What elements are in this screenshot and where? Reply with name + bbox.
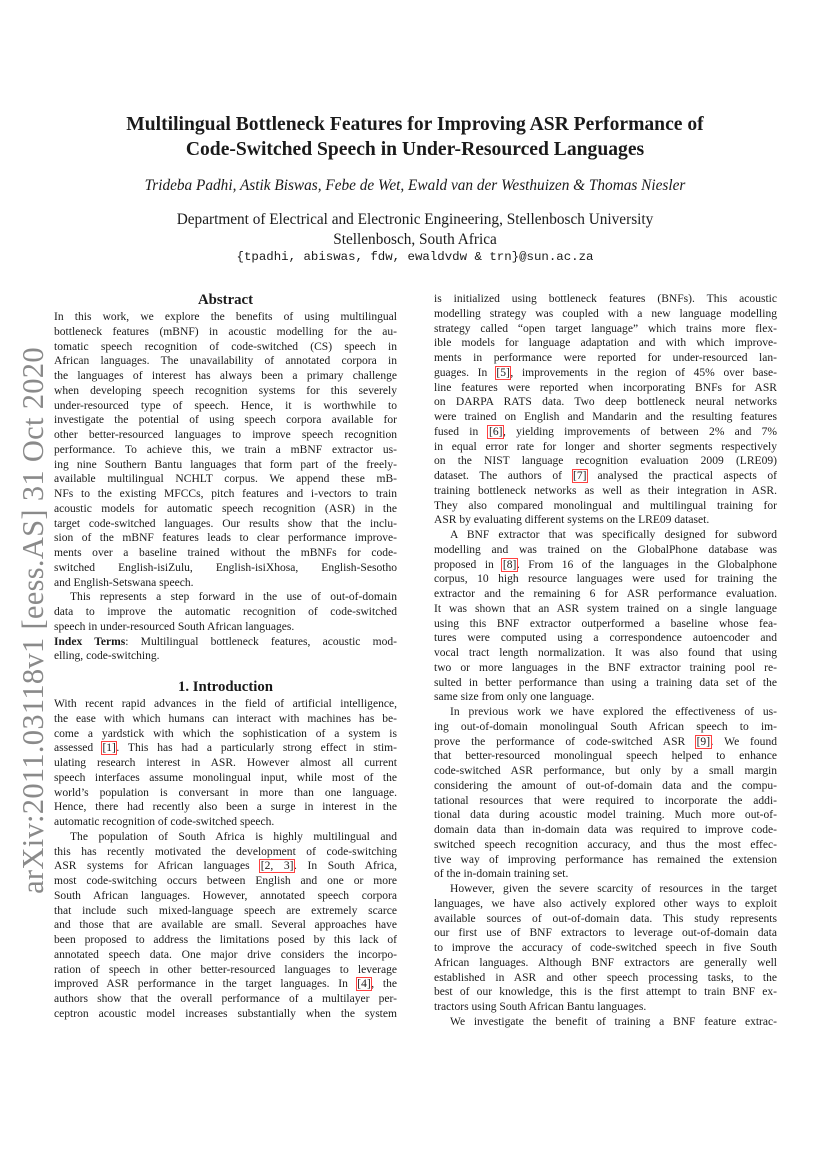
text-line [434, 469, 777, 484]
text-segment: guages. In [434, 366, 496, 379]
text-line: this has recently motivated the development of code-switching [54, 845, 397, 858]
index-terms-label: Index Terms [54, 635, 126, 648]
text-line [54, 741, 397, 756]
text-segment: ASR systems for African languages [54, 860, 261, 873]
text-line: It was shown that an ASR system trained on a single language [434, 602, 777, 615]
text-segment: , improvements in the region of 45% over base- [510, 366, 777, 379]
text-line: ulating research interest in ASR. However almost all current [54, 757, 397, 769]
citation-link[interactable]: [1] [102, 742, 116, 755]
text-line: modelling strategy was coupled with a new language modelling [434, 307, 777, 320]
text-line: In this work, we explore the benefits of using multilingual [54, 311, 397, 323]
text-segment: assessed [54, 742, 102, 755]
text-line [434, 558, 777, 573]
text-line: line features were reported when incorporating BNFs for ASR [434, 381, 777, 394]
text-line: Hence, there had recently also been a surge in interest in the [54, 801, 397, 814]
text-line: elling, code-switching. [54, 650, 160, 663]
text-line: A BNF extractor that was specifically designed for subword [450, 529, 777, 541]
text-line: available multilingual NCHLT corpus. We append these mB- [54, 473, 397, 486]
text-segment: dataset. The authors of [434, 470, 573, 482]
section-spacer [54, 664, 397, 677]
text-line: the ease with which humans can interact with machines has be- [54, 712, 397, 725]
text-segment: . We found [710, 735, 777, 748]
text-line: and those that are available are small. Several approaches have [54, 919, 397, 932]
arxiv-identifier: arXiv:2011.03118v1 [eess.AS] 31 Oct 2020 [15, 347, 50, 894]
paper-title-line-2: Code-Switched Speech in Under-Resourced Languages [185, 139, 645, 160]
text-line: languages, we have also actively explored other ways to exploit [434, 897, 777, 910]
author-list: Trideba Padhi, Astik Biswas, Febe de Wet, Ewald van der Westhuizen & Thomas Niesler [144, 177, 686, 194]
text-line: that include such mixed-language speech are extremely scarce [54, 904, 397, 917]
text-line: ments over a baseline trained without the mBNFs for code- [54, 547, 397, 559]
text-line: bottleneck features (mBNF) in acoustic modelling for the au- [54, 325, 397, 338]
text-line: ration of speech in other better-resourced languages to leverage [54, 963, 397, 976]
text-line: tive way of improving performance has remained the extension [434, 853, 777, 866]
citation-link[interactable]: [2, 3] [260, 860, 294, 873]
text-line: on DARPA RATS data. Two deep bottleneck neural networks [434, 396, 777, 409]
text-line: ceptron acoustic model increases substantially when the system [54, 1007, 397, 1020]
text-segment: analysed the practical aspects of [587, 470, 777, 482]
text-line: extractor and the remaining 6 for ASR performance evaluation. [434, 588, 777, 600]
text-line: is initialized using bottleneck features (BNFs). This acoustic [434, 293, 777, 305]
citation-link[interactable]: [5] [496, 366, 510, 379]
author-emails[interactable]: {tpadhi, abiswas, fdw, ewaldvdw & trn}@sun.ac.za [236, 250, 594, 264]
text-line: tractors using South African Bantu languages. [434, 1001, 647, 1013]
text-line: were trained on English and Mandarin and the resulting features [434, 411, 777, 423]
arxiv-identifier-stamp [13, 347, 53, 894]
text-line [54, 977, 397, 992]
text-line: available sources of out-of-domain data. This study represents [434, 912, 777, 925]
text-line: been proposed to address the limitations posed by this lack of [54, 934, 397, 946]
text-segment: . This has had a particularly strong effect in stim- [116, 742, 397, 755]
index-terms-text: : Multilingual bottleneck features, acoustic mod- [125, 635, 397, 648]
citation-link[interactable]: [6] [488, 425, 503, 438]
text-line: the languages of interest has always been a primary challenge [54, 370, 397, 382]
text-segment: prove the performance of code-switched ASR [434, 735, 697, 748]
text-segment: improved ASR performance in the target languages. In [54, 978, 357, 991]
text-line: However, given the severe scarcity of resources in the target [450, 883, 777, 895]
text-line: domain data than in-domain data was required to improve code- [434, 824, 777, 836]
citation-link[interactable]: [8] [502, 558, 517, 571]
text-line: world’s population is conversant in more than one language. [54, 786, 397, 799]
text-line: tures were computed using a correspondence autoencoder and [434, 632, 777, 645]
text-line: vocal tract length normalization. It was also found that using [434, 647, 777, 659]
text-line: switched English-isiZulu, English-isiXhosa, English-Sesotho [54, 561, 397, 574]
text-line: With recent rapid advances in the field of artificial intelligence, [54, 698, 397, 710]
text-line [434, 366, 777, 381]
text-line: that better-resourced monolingual speech helped to enhance [434, 750, 777, 763]
text-line: using this BNF extractor outperformed a baseline whose fea- [434, 617, 777, 630]
text-line: and English-Setswana speech. [54, 576, 194, 589]
text-line: data to improve the automatic recognition of code-switched [54, 606, 397, 618]
text-line: speech interfaces assume monolingual input, while most of the [54, 771, 397, 784]
text-line: best of our knowledge, this is the first attempt to train BNF ex- [434, 986, 777, 999]
text-line: In previous work we have explored the effectiveness of us- [450, 706, 777, 718]
text-line: acoustic models for automatic speech recognition (ASR) in the [54, 502, 397, 515]
text-line: code-switched ASR performance, but only by a small margin [434, 765, 777, 777]
affiliation-line-2: Stellenbosch, South Africa [333, 231, 497, 248]
text-line: performance. To achieve this, we train a mBNF extractor us- [54, 443, 397, 456]
text-line [434, 735, 777, 750]
text-line: African languages. The unavailability of annotated corpora in [54, 355, 397, 368]
text-line: tomatic speech recognition of code-switched (CS) speech in [54, 340, 397, 353]
text-segment: , the [371, 978, 397, 991]
text-line: come a yardstick with which the sophistication of a system is [54, 727, 397, 740]
text-segment: proposed in [434, 558, 503, 571]
text-line: sion of the mBNF features leads to clear performance improve- [54, 532, 397, 545]
text-line: considering the amount of out-of-domain data and the compu- [434, 779, 777, 792]
text-line: strategy called “open target language” which trains more flex- [434, 322, 777, 335]
text-line: our first use of BNF extractors to leverage out-of-domain data [434, 927, 777, 940]
text-line [54, 635, 397, 650]
text-line: to improve the accuracy of code-switched speech in five South [434, 942, 777, 954]
paper-title [85, 112, 745, 162]
text-line [434, 425, 777, 440]
citation-link[interactable]: [7] [573, 470, 587, 482]
text-line: under-resourced type of speech. Hence, it is worthwhile to [54, 399, 397, 412]
text-line: training bottleneck networks as well as their integration in ASR. [434, 484, 777, 497]
affiliation [85, 210, 745, 250]
text-line: same size from only one language. [434, 691, 595, 704]
text-line: NFs to the existing MFCCs, pitch features and i-vectors to train [54, 488, 397, 500]
text-line: South African languages. However, annotated speech corpora [54, 889, 397, 902]
right-column [434, 292, 777, 1030]
text-line: other better-resourced languages to improve speech recognition [54, 429, 397, 441]
text-line: ing nine Southern Bantu languages that form part of the freely- [54, 458, 397, 471]
text-line: modelling and was trained on the GlobalPhone database was [434, 543, 777, 556]
text-line: of the in-domain training set. [434, 868, 569, 881]
text-line: tational resources that were required to incorporate the addi- [434, 794, 777, 807]
text-line: This represents a step forward in the use of out-of-domain [70, 591, 397, 604]
text-line: authors show that the overall performance of a multilayer per- [54, 993, 397, 1005]
text-line: We investigate the benefit of training a BNF feature extrac- [450, 1015, 777, 1028]
text-line: automatic recognition of code-switched speech. [54, 816, 275, 828]
section-heading: 1. Introduction [177, 679, 274, 695]
text-line: in equal error rate for longer and shorter segments respectively [434, 440, 777, 453]
left-column [54, 290, 397, 1022]
text-segment: , yielding improvements of between 2% and 7% [502, 425, 777, 438]
text-line: switched speech recognition accuracy, and thus the most effec- [434, 838, 777, 851]
text-line: when developing speech recognition systems for this severely [54, 384, 397, 397]
text-line: ASR by evaluating different systems on the LRE09 dataset. [434, 514, 710, 527]
text-line: The population of South Africa is highly multilingual and [70, 830, 397, 843]
text-line: investigate the potential of using speech corpora available for [54, 414, 397, 427]
text-line: African languages. Although BNF extractors are generally well [434, 956, 777, 969]
text-line: tional data during acoustic model training. Much more out-of- [434, 809, 777, 822]
text-line: target code-switched languages. Our results show that the inclu- [54, 517, 397, 530]
text-line: sulted in better performance than using a training data set of the [434, 676, 777, 689]
text-segment: . From 16 of the languages in the Globalphone [516, 558, 777, 571]
text-line [54, 859, 397, 874]
affiliation-line-1: Department of Electrical and Electronic Engineering, Stellenbosch University [176, 211, 654, 228]
text-segment: fused in [434, 425, 489, 438]
text-line: most code-switching occurs between English and one or more [54, 875, 397, 887]
text-line: on the NIST language recognition evaluation 2009 (LRE09) [434, 455, 777, 468]
text-line: established in ASR and other speech processing tasks, to the [434, 971, 777, 984]
text-line: speech in under-resourced South African languages. [54, 620, 295, 633]
text-segment: . In South Africa, [294, 860, 397, 873]
citation-link[interactable]: [4] [357, 978, 371, 991]
text-line: They also compared monolingual and multilingual training for [434, 499, 777, 512]
section-heading: Abstract [197, 292, 254, 308]
text-line: ible models for language adaptation and with which improve- [434, 337, 777, 350]
text-line: two or more languages in the BNF extractor training pool re- [434, 661, 777, 674]
text-line: ing out-of-domain monolingual South African speech to im- [434, 720, 777, 733]
text-line: annotated speech data. One major drive considers the incorpo- [54, 948, 397, 961]
citation-link[interactable]: [9] [696, 735, 711, 748]
text-line: corpus, 10 high resource languages were used for training the [434, 573, 777, 586]
paper-title-line-1: Multilingual Bottleneck Features for Improving ASR Performance of [126, 114, 704, 135]
text-line: ments in performance were reported for under-resourced lan- [434, 352, 777, 364]
